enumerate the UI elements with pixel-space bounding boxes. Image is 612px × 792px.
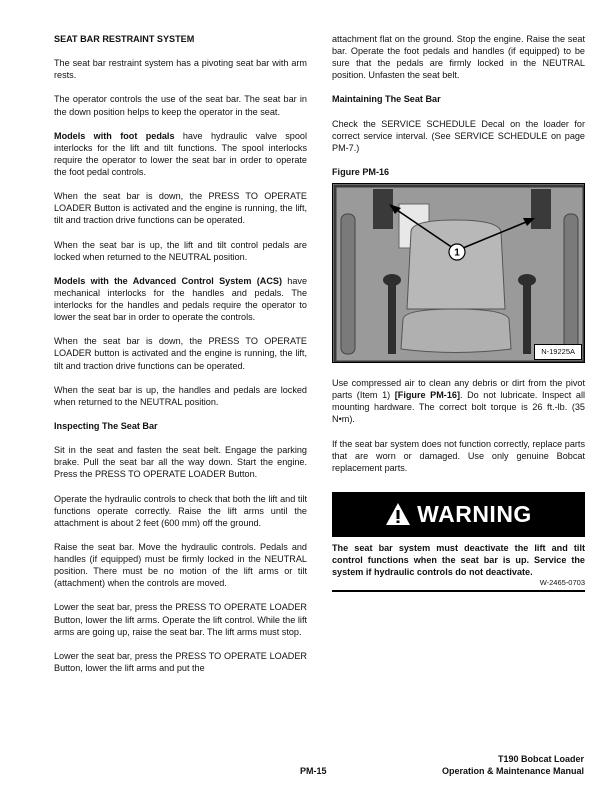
bold-lead: Models with the Advanced Control System (ACS) (54, 275, 282, 286)
paragraph: When the seat bar is up, the lift and tilt control pedals are locked when returned to the NEUTRAL position. (54, 239, 307, 262)
paragraph (332, 377, 585, 425)
paragraph: attachment flat on the ground. Stop the engine. Raise the seat bar. Operate the foot pedals and handles (if equipped) to be sure that the pedals are firmly locked in the NEUTRAL position. Unfasten the seat belt. (332, 34, 585, 81)
warning-banner (332, 492, 585, 537)
paragraph-text: have mechanical interlocks for the handles and pedals. The interlocks for the handles and pedals require the operator to lower the seat bar in order to operate the controls. (54, 275, 307, 323)
divider (332, 590, 585, 592)
warning-text: The seat bar system must deactivate the lift and tilt control functions when the seat bar is up. Service the system if hydraulic controls do not deactivate. (332, 542, 585, 578)
paragraph: The seat bar restraint system has a pivoting seat bar with arm rests. (54, 58, 307, 81)
right-column (332, 33, 585, 592)
paragraph: When the seat bar is down, the PRESS TO OPERATE LOADER button is activated and the engine is running, the lift, tilt and traction drive functions can be operated. (54, 336, 307, 371)
bold-lead: Models with foot pedals (54, 130, 175, 141)
section-title: SEAT BAR RESTRAINT SYSTEM (54, 34, 195, 44)
seat-photo-illustration (333, 184, 585, 363)
figure-title: Figure PM-16 (332, 167, 390, 178)
warning-code: W-2465-0703 (539, 578, 585, 588)
paragraph: Raise the seat bar. Move the hydraulic controls. Pedals and handles (if equipped) must be firmly locked in the NEUTRAL position. There must be no motion of the lift arms or tilt (attachment) when the controls are moved. (54, 541, 307, 589)
paragraph: When the seat bar is down, the PRESS TO OPERATE LOADER Button is activated and the engine is running, the lift, tilt and traction drive functions can be operated. (54, 191, 307, 226)
paragraph: Lower the seat bar, press the PRESS TO OPERATE LOADER Button, lower the lift arms. Operate the lift control. While the lift arms are going up, raise the seat bar. The lift arms must stop. (54, 602, 307, 637)
footer-manual: Operation & Maintenance Manual (441, 766, 584, 776)
paragraph-text: Use compressed air to clean any debris or dirt from the pivot parts (Item 1) (332, 378, 585, 401)
paragraph-text: . Do not lubricate. Inspect all mounting hardware. The correct bolt torque is 26 ft.-lb. (35 N•m). (332, 390, 585, 425)
paragraph: Sit in the seat and fasten the seat belt. Engage the parking brake. Pull the seat bar all the way down. Start the engine. Press the PRESS TO OPERATE LOADER Button. (54, 445, 307, 480)
paragraph: When the seat bar is up, the handles and pedals are locked when returned to the NEUTRAL position. (54, 384, 307, 407)
figure-code: N-19225A (534, 344, 582, 360)
warning-triangle-icon (385, 502, 411, 526)
subheading: Inspecting The Seat Bar (54, 421, 158, 431)
paragraph: Lower the seat bar, press the PRESS TO OPERATE LOADER Button, lower the lift arms and put the (54, 650, 307, 673)
paragraph: Check the SERVICE SCHEDULE Decal on the loader for correct service interval. (See SERVICE SCHEDULE on page PM-7.) (332, 118, 585, 153)
callout-number: 1 (454, 247, 460, 259)
warning-label: WARNING (417, 501, 532, 528)
figure-reference: [Figure PM-16] (394, 390, 460, 401)
figure-seat-photo (332, 183, 585, 363)
paragraph: The operator controls the use of the seat bar. The seat bar in the down position helps to keep the operator in the seat. (54, 94, 307, 117)
paragraph-text: have hydraulic valve spool interlocks for the lift and tilt functions. The spool interlocks require the operator to lower the seat bar in order to operate the foot pedal controls. (54, 130, 307, 178)
paragraph (54, 130, 307, 178)
paragraph (54, 275, 307, 323)
paragraph: If the seat bar system does not function correctly, replace parts that are worn or damaged. Use only genuine Bobcat replacement parts. (332, 438, 585, 473)
left-column (54, 33, 307, 686)
footer-model: T190 Bobcat Loader (497, 754, 584, 764)
page-number: PM-15 (300, 766, 327, 776)
subheading: Maintaining The Seat Bar (332, 94, 441, 105)
paragraph: Operate the hydraulic controls to check that both the lift and tilt functions operate correctly. Raise the lift arms until the attachment is about 2 feet (600 mm) off the ground. (54, 493, 307, 528)
